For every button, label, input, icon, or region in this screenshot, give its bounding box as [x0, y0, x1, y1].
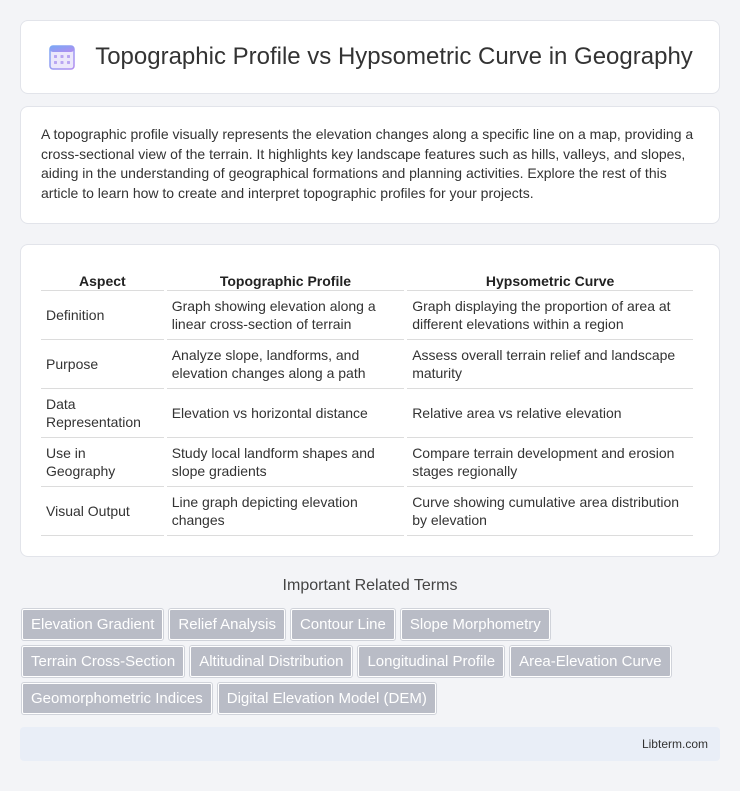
term-tag[interactable]: Terrain Cross-Section: [22, 646, 184, 677]
header-hypsometric-curve: Hypsometric Curve: [407, 267, 693, 291]
intro-card: [20, 106, 720, 224]
row-aspect: Definition: [41, 291, 164, 340]
table-row: [41, 340, 693, 389]
term-tag[interactable]: Area-Elevation Curve: [510, 646, 671, 677]
related-terms-list: [22, 609, 712, 720]
footer-site-link[interactable]: Libterm.com: [641, 737, 708, 751]
footer: [20, 727, 720, 761]
term-tag[interactable]: Longitudinal Profile: [358, 646, 504, 677]
term-tag[interactable]: Geomorphometric Indices: [22, 683, 212, 714]
row-hypsometric: Relative area vs relative elevation: [407, 389, 693, 438]
row-topographic: Elevation vs horizontal distance: [167, 389, 404, 438]
table-row: [41, 389, 693, 438]
page-title: Topographic Profile vs Hypsometric Curve in Geography: [95, 43, 693, 70]
comparison-table: [38, 267, 696, 536]
table-row: [41, 291, 693, 340]
table-row: [41, 487, 693, 536]
term-tag[interactable]: Elevation Gradient: [22, 609, 163, 640]
table-row: [41, 438, 693, 487]
row-hypsometric: Curve showing cumulative area distribution by elevation: [407, 487, 693, 536]
term-tag[interactable]: Relief Analysis: [169, 609, 285, 640]
row-hypsometric: Compare terrain development and erosion stages regionally: [407, 438, 693, 487]
row-aspect: Visual Output: [41, 487, 164, 536]
table-header-row: [41, 267, 693, 291]
calendar-grid-icon: [47, 42, 77, 72]
row-aspect: Data Representation: [41, 389, 164, 438]
row-hypsometric: Graph displaying the proportion of area at different elevations within a region: [407, 291, 693, 340]
header-aspect: Aspect: [41, 267, 164, 291]
term-tag[interactable]: Altitudinal Distribution: [190, 646, 352, 677]
row-aspect: Purpose: [41, 340, 164, 389]
row-hypsometric: Assess overall terrain relief and landscape maturity: [407, 340, 693, 389]
title-card: [20, 20, 720, 94]
related-terms-heading: Important Related Terms: [282, 577, 458, 594]
row-topographic: Graph showing elevation along a linear cross-section of terrain: [167, 291, 404, 340]
term-tag[interactable]: Digital Elevation Model (DEM): [218, 683, 436, 714]
row-aspect: Use in Geography: [41, 438, 164, 487]
row-topographic: Study local landform shapes and slope gradients: [167, 438, 404, 487]
intro-paragraph: A topographic profile visually represents the elevation changes along a specific line on a map, providing a cross-sectional view of the terrain. It highlights key landscape features such as hills, valleys, and slopes, aiding in the understanding of geographical formations and planning activities. Explore the rest of this article to learn how to create and interpret topographic profiles for your projects.: [41, 126, 694, 201]
row-topographic: Analyze slope, landforms, and elevation changes along a path: [167, 340, 404, 389]
term-tag[interactable]: Contour Line: [291, 609, 395, 640]
header-topographic-profile: Topographic Profile: [167, 267, 404, 291]
row-topographic: Line graph depicting elevation changes: [167, 487, 404, 536]
comparison-table-card: [20, 244, 720, 557]
term-tag[interactable]: Slope Morphometry: [401, 609, 550, 640]
